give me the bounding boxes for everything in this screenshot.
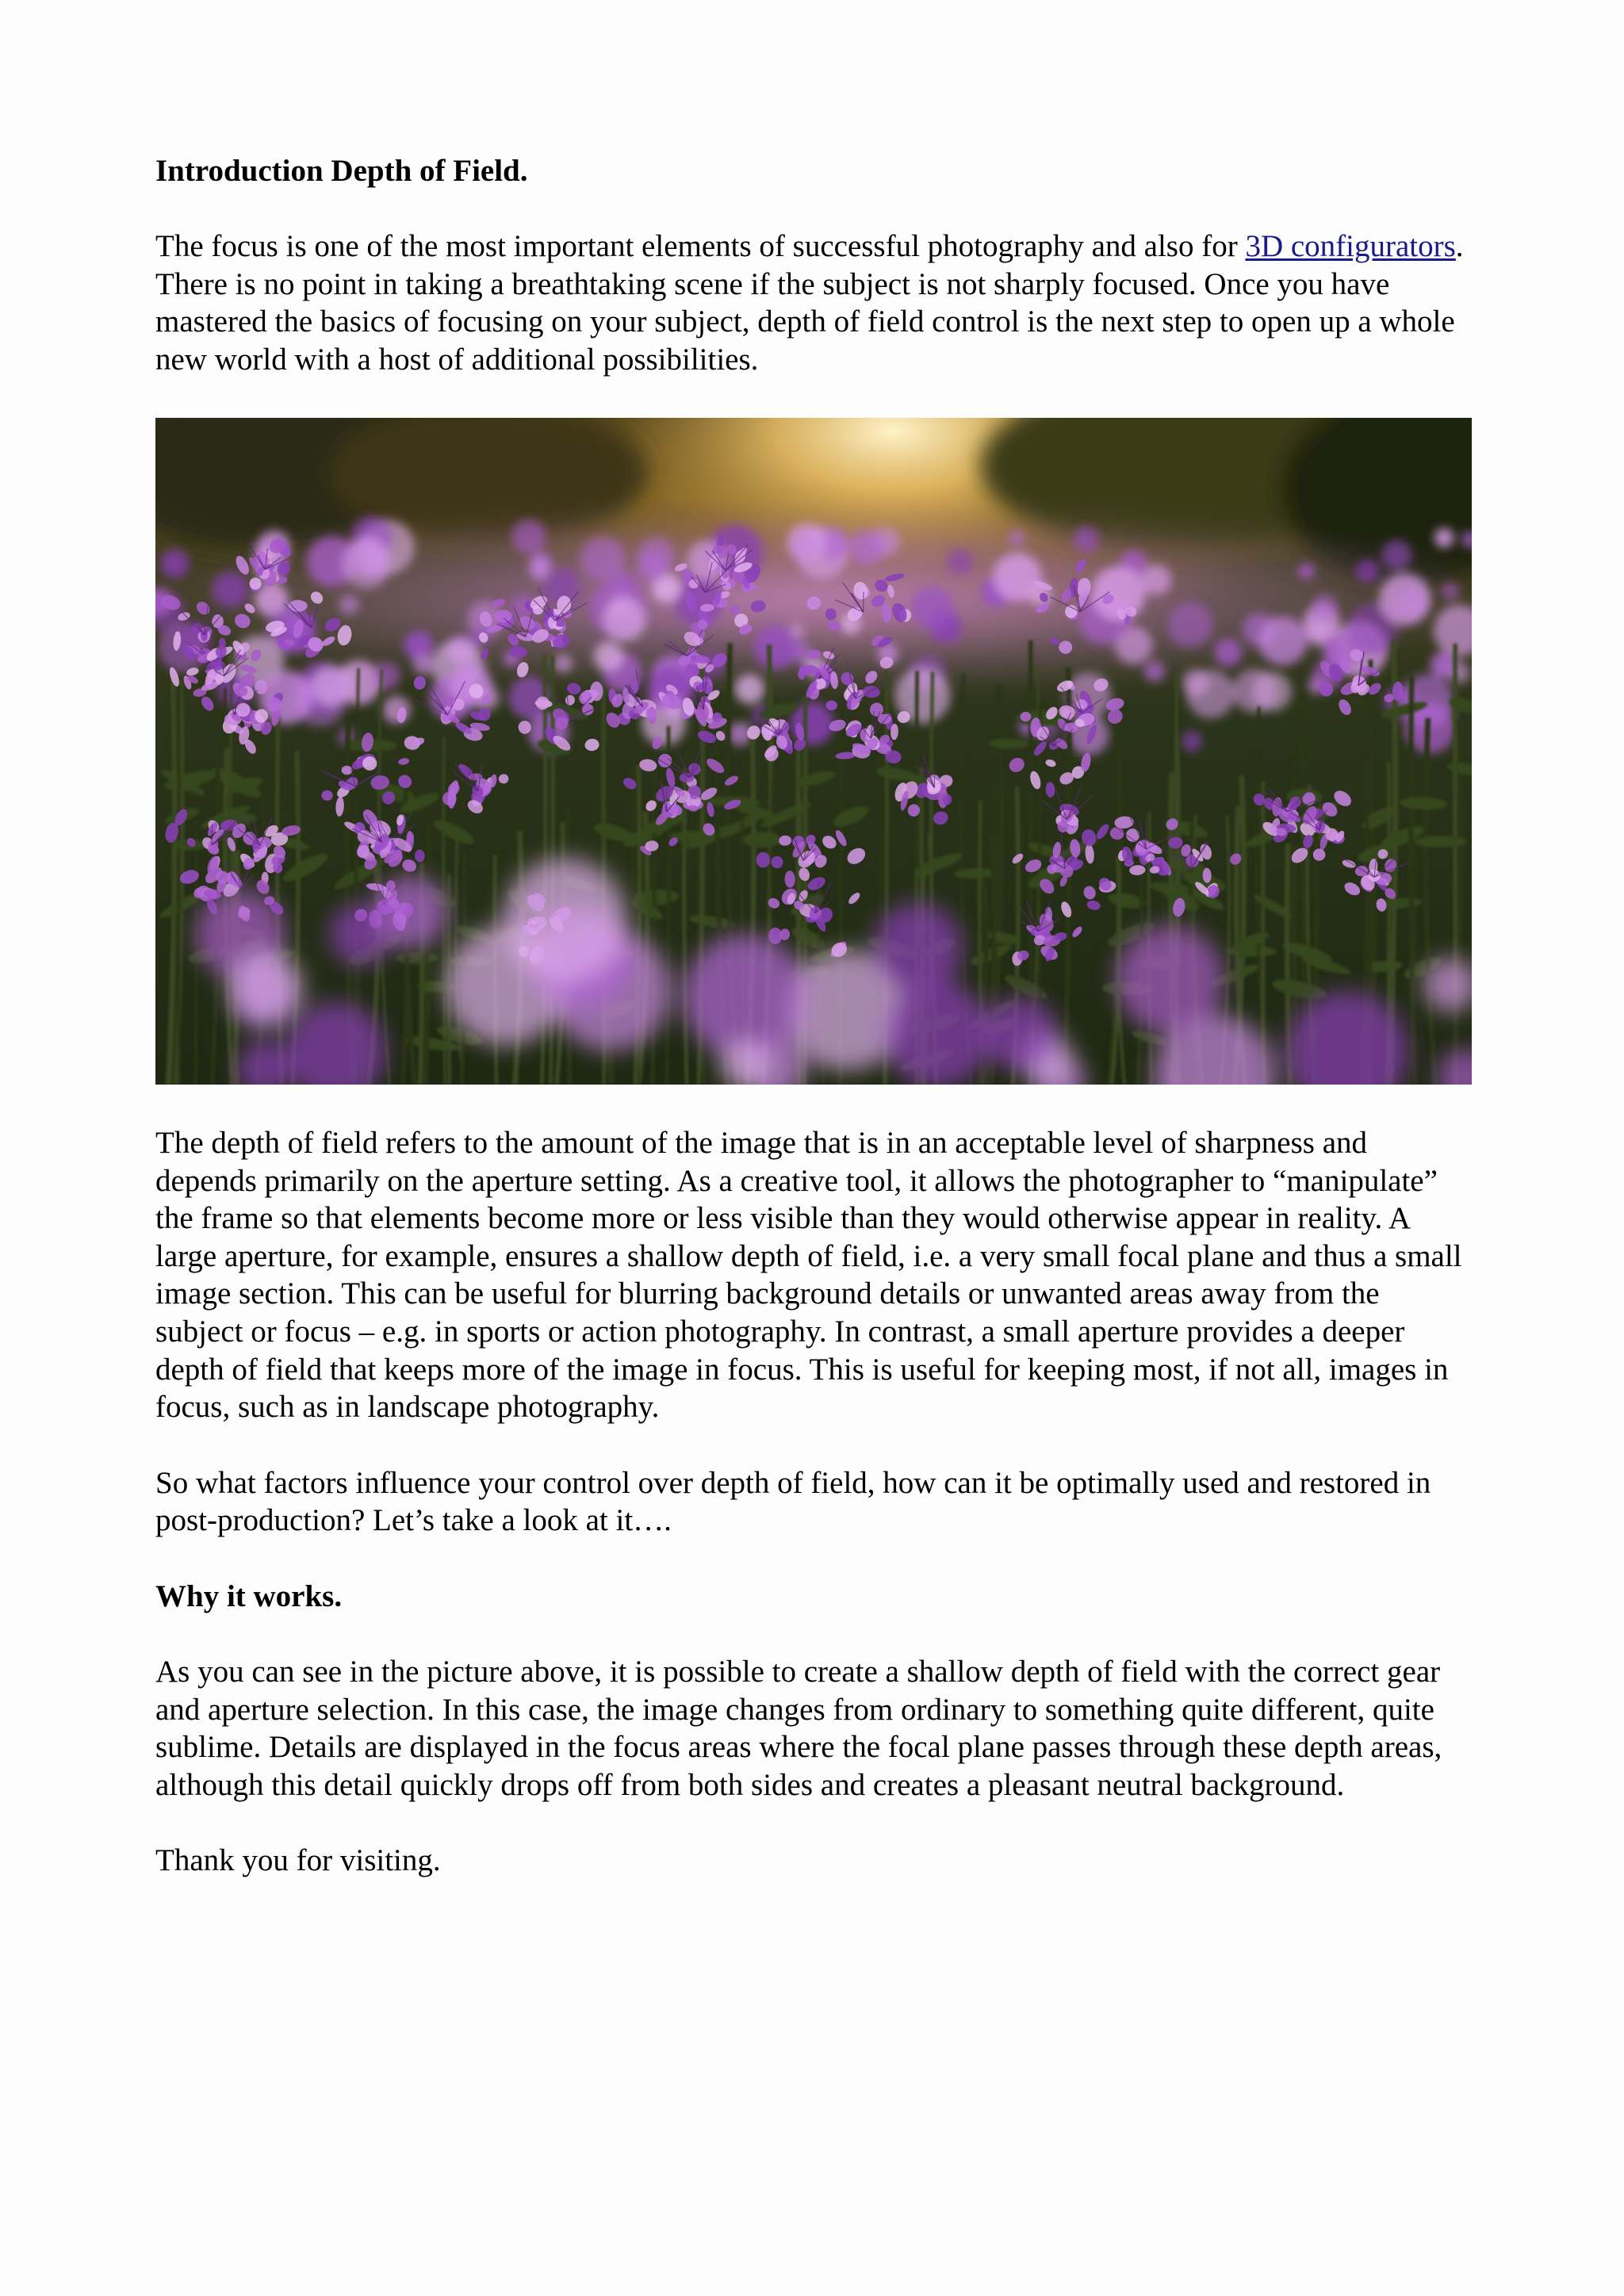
intro-text-end: . There is no point in taking a breathtaking scene if the subject is not sharply focused. Once you have mastered the basics of focusing on your subject, depth of field control is the next step to open up a whole new world with a host of additional possibilities. (155, 229, 1464, 377)
document-body (155, 1124, 1472, 1880)
intro-heading: Introduction Depth of Field. (155, 154, 528, 188)
depth-paragraph: The depth of field refers to the amount of the image that is in an acceptable level of sharpness and depends primarily on the aperture setting. As a creative tool, it allows the photographer to “manipulate” the frame so that elements become more or less visible than they would otherwise appear in reality. A large aperture, for example, ensures a shallow depth of field, i.e. a very small focal plane and thus a small image section. This can be useful for blurring background details or unwanted areas away from the subject or focus – e.g. in sports or action photography. In contrast, a small aperture provides a deeper depth of field that keeps more of the image in focus. This is useful for keeping most, if not all, images in focus, such as in landscape photography. (155, 1126, 1462, 1425)
flower-field-image (155, 418, 1472, 1085)
why-heading: Why it works. (155, 1578, 343, 1613)
flower-field-photo (155, 418, 1472, 1085)
why-paragraph: As you can see in the picture above, it is possible to create a shallow depth of field with the correct gear and aperture selection. In this case, the image changes from ordinary to something quite different, quite sublime. Details are displayed in the focus areas where the focal plane passes through these depth areas, although this detail quickly drops off from both sides and creates a pleasant neutral background. (155, 1654, 1442, 1802)
intro-text-start: The focus is one of the most important elements of successful photography and also for (155, 229, 1246, 263)
intro-paragraph (155, 228, 1472, 378)
document-top (155, 152, 1472, 378)
configurators-link[interactable]: 3D configurators (1245, 229, 1456, 263)
closing-paragraph: Thank you for visiting. (155, 1843, 441, 1878)
factors-paragraph: So what factors influence your control over depth of field, how can it be optimally used and restored in post-production? Let’s take a look at it…. (155, 1465, 1431, 1538)
